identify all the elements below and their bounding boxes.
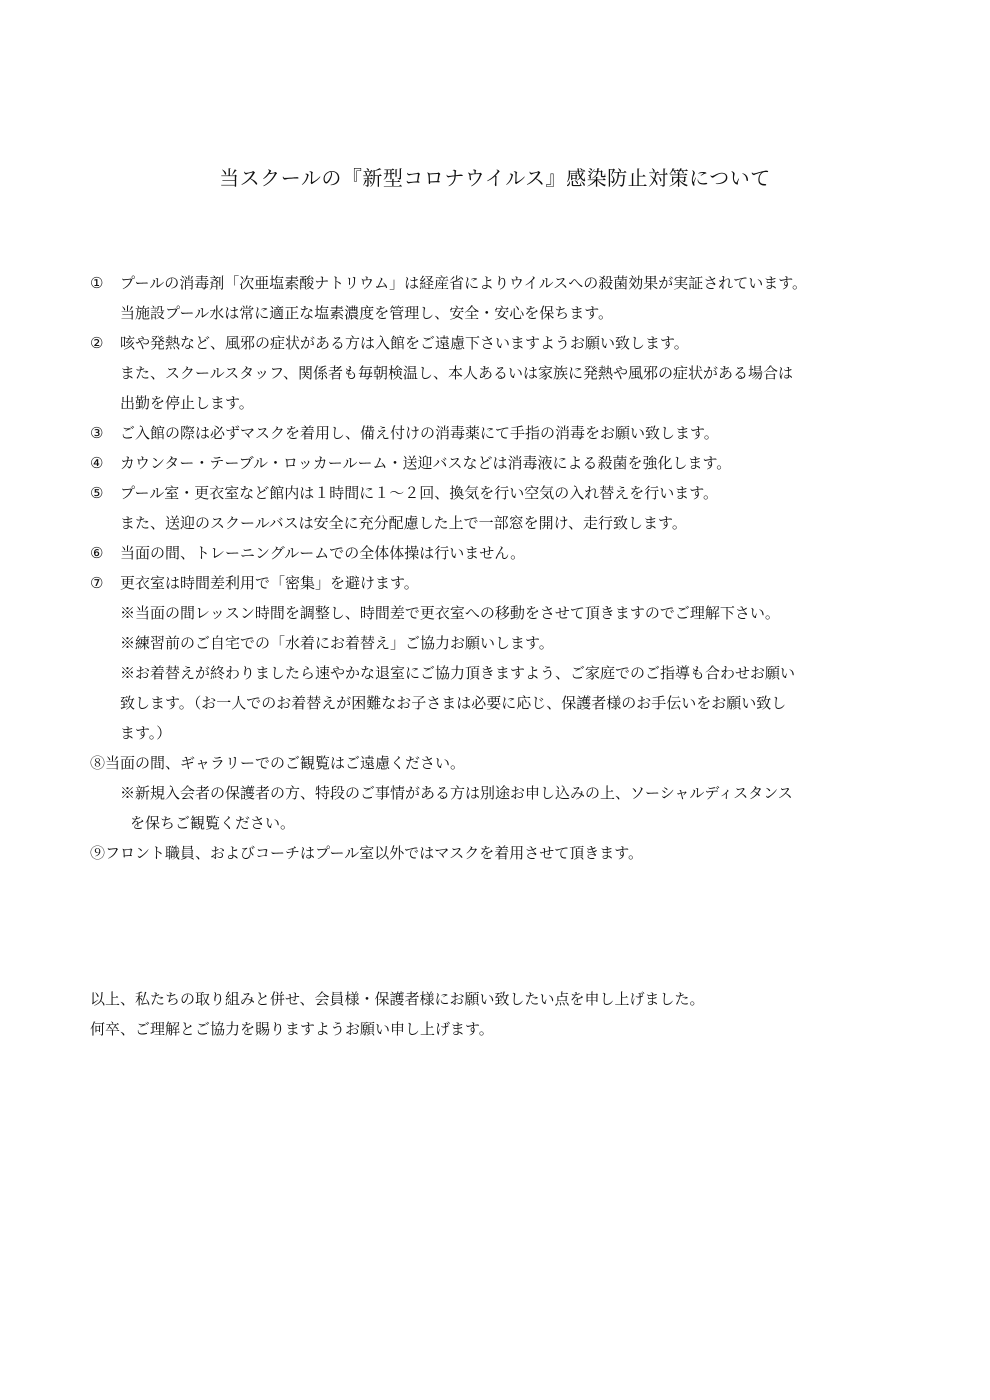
item-text: ご入館の際は必ずマスクを着用し、備え付けの消毒薬にて手指の消毒をお願い致します。 bbox=[120, 424, 719, 442]
list-item-8-line-3: を保ちご観覧ください。 bbox=[130, 814, 296, 832]
list-item-7-line-3: ※練習前のご自宅での「水着にお着替え」ご協力お願いします。 bbox=[120, 634, 554, 652]
list-item-7-line-6: ます。） bbox=[120, 724, 172, 742]
list-item-7-line-2: ※当面の間レッスン時間を調整し、時間差で更衣室への移動をさせて頂きますのでご理解下さい。 bbox=[120, 604, 780, 622]
list-item-8-line-1: ⑧当面の間、ギャラリーでのご観覧はご遠慮ください。 bbox=[90, 754, 466, 772]
list-item-7-line-5: 致します。（お一人でのお着替えが困難なお子さまは必要に応じ、保護者様のお手伝いをお願い致し bbox=[120, 694, 787, 712]
list-item-4-line-1 bbox=[90, 448, 920, 478]
item-marker: ② bbox=[90, 334, 104, 352]
closing-line-1: 以上、私たちの取り組みと併せ、会員様・保護者様にお願い致したい点を申し上げました。 bbox=[90, 990, 705, 1008]
list-item-5-line-2: また、送迎のスクールバスは安全に充分配慮した上で一部窓を開け、走行致します。 bbox=[120, 514, 687, 532]
list-item-3-line-1 bbox=[90, 418, 920, 448]
closing-line-2: 何卒、ご理解とご協力を賜りますようお願い申し上げます。 bbox=[90, 1020, 494, 1038]
list-item-2-line-3: 出勤を停止します。 bbox=[120, 394, 254, 412]
item-marker: ③ bbox=[90, 424, 104, 442]
item-text: 咳や発熱など、風邪の症状がある方は入館をご遠慮下さいますようお願い致します。 bbox=[120, 334, 689, 352]
item-marker: ⑤ bbox=[90, 484, 104, 502]
item-text: プール室・更衣室など館内は１時間に１〜２回、換気を行い空気の入れ替えを行います。 bbox=[120, 484, 719, 502]
list-item-2-line-1 bbox=[90, 328, 920, 358]
list-item-1-line-2: 当施設プール水は常に適正な塩素濃度を管理し、安全・安心を保ちます。 bbox=[120, 304, 614, 322]
list-item-9-line-1: ⑨フロント職員、およびコーチはプール室以外ではマスクを着用させて頂きます。 bbox=[90, 844, 644, 862]
list-item-7-line-4: ※お着替えが終わりましたら速やかな退室にご協力頂きますよう、ご家庭でのご指導も合わせお願い bbox=[120, 664, 796, 682]
list-item-7-line-1 bbox=[90, 568, 920, 598]
item-marker: ④ bbox=[90, 454, 104, 472]
item-marker: ① bbox=[90, 274, 104, 292]
list-item-2-line-2: また、スクールスタッフ、関係者も毎朝検温し、本人あるいは家族に発熱や風邪の症状がある場合は bbox=[120, 364, 794, 382]
item-text: 更衣室は時間差利用で「密集」を避けます。 bbox=[120, 574, 419, 592]
item-marker: ⑦ bbox=[90, 574, 104, 592]
list-item-5-line-1 bbox=[90, 478, 920, 508]
document-title: 当スクールの『新型コロナウイルス』感染防止対策について bbox=[219, 166, 771, 190]
closing-paragraph bbox=[90, 984, 920, 1044]
list-item-1-line-1 bbox=[90, 268, 920, 298]
list-item-8-line-2: ※新規入会者の保護者の方、特段のご事情がある方は別途お申し込みの上、ソーシャルディスタンス bbox=[120, 784, 793, 802]
item-text: カウンター・テーブル・ロッカールーム・送迎バスなどは消毒液による殺菌を強化します。 bbox=[120, 454, 732, 472]
item-text: 当面の間、トレーニングルームでの全体体操は行いません。 bbox=[120, 544, 526, 562]
item-marker: ⑥ bbox=[90, 544, 104, 562]
measures-list bbox=[90, 268, 920, 868]
item-text: プールの消毒剤「次亜塩素酸ナトリウム」は経産省によりウイルスへの殺菌効果が実証されています。 bbox=[120, 274, 808, 292]
list-item-6-line-1 bbox=[90, 538, 920, 568]
